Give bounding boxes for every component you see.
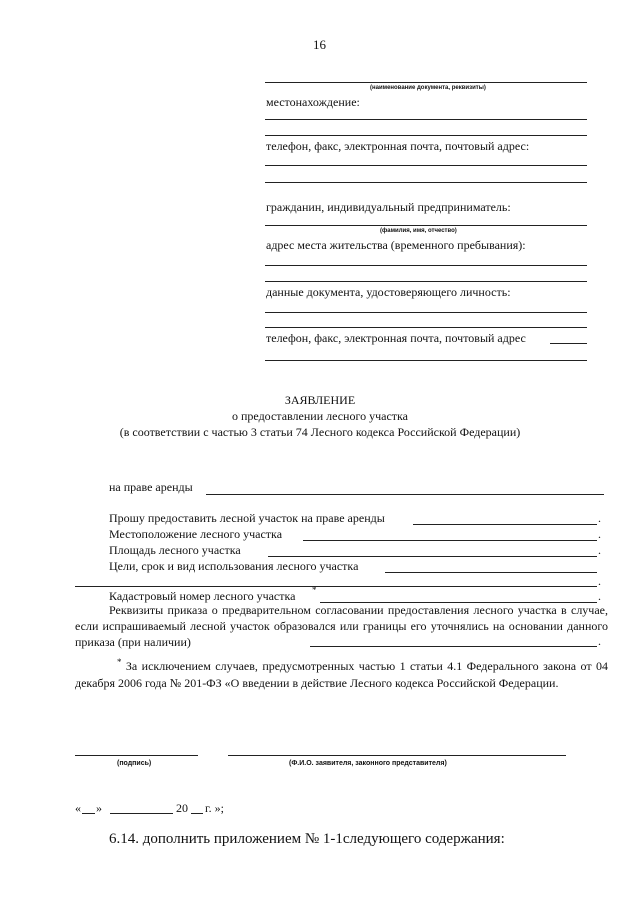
page-number: 16 [313, 37, 326, 52]
name-caption: (фамилия, имя, отчество) [380, 228, 457, 234]
location-field-line [303, 540, 597, 541]
title-line2: о предоставлении лесного участка [231, 409, 408, 423]
citizen-name-line [265, 225, 587, 226]
request-line [413, 524, 597, 525]
order-dot: . [598, 634, 601, 648]
applicant-name-line [228, 755, 566, 756]
order-text: Реквизиты приказа о предварительном согласовании предоставления лесного участка в случае, если испрашиваемый лесной участок образовался или границы его уточнялись на основании данного приказа (при наличии) [75, 603, 608, 649]
purpose-line-1 [385, 572, 597, 573]
citizen-contacts-label: телефон, факс, электронная почта, почтовый адрес [266, 331, 526, 345]
address-line-1 [265, 265, 587, 266]
right-line [206, 494, 604, 495]
org-contacts-line-2 [265, 182, 587, 183]
address-line-2 [265, 281, 587, 282]
signature-caption: (подпись) [117, 760, 152, 767]
date-close-quote: » [96, 801, 102, 815]
date-year-line [191, 813, 203, 814]
id-doc-line-1 [265, 312, 587, 313]
location-line-1 [265, 119, 587, 120]
cadastral-footnote-mark: * [312, 585, 317, 595]
date-open-quote: « [75, 801, 81, 815]
org-contacts-label: телефон, факс, электронная почта, почтовый адрес: [266, 139, 530, 153]
org-contacts-line-1 [265, 165, 587, 166]
id-doc-label: данные документа, удостоверяющего личность: [266, 285, 511, 299]
purpose-line-2 [75, 586, 597, 587]
request-label: Прошу предоставить лесной участок на праве аренды [109, 511, 385, 525]
date-suffix: г. »; [205, 801, 224, 815]
doc-caption: (наименование документа, реквизиты) [370, 85, 486, 91]
location-dot: . [598, 527, 601, 541]
purpose-dot: . [598, 574, 601, 588]
date-year-prefix: 20 [176, 801, 188, 815]
date-day-line [82, 813, 95, 814]
signature-line [75, 755, 198, 756]
area-label: Площадь лесного участка [109, 543, 241, 557]
citizen-heading: гражданин, индивидуальный предприниматель: [266, 200, 511, 214]
address-label: адрес места жительства (временного пребывания): [266, 238, 526, 252]
purpose-label: Цели, срок и вид использования лесного участка [109, 559, 359, 573]
right-label: на праве аренды [109, 480, 193, 494]
order-paragraph [75, 602, 608, 650]
title-main: ЗАЯВЛЕНИЕ [284, 393, 356, 407]
footnote-mark: * [117, 657, 122, 667]
order-line [310, 646, 597, 647]
date-month-line [110, 813, 173, 814]
request-dot: . [598, 511, 601, 525]
title-line3: (в соответствии с частью 3 статьи 74 Лесного кодекса Российской Федерации) [119, 425, 521, 439]
footnote-paragraph [75, 658, 608, 691]
citizen-contacts-line-2 [265, 360, 587, 361]
area-dot: . [598, 543, 601, 557]
footnote-text: За исключением случаев, предусмотренных частью 1 статьи 4.1 Федерального закона от 04 декабря 2006 года № 201-ФЗ «О введении в действие Лесного кодекса Российской Федерации. [75, 659, 608, 690]
cadastral-label: Кадастровый номер лесного участка [109, 589, 296, 603]
org-name-line [265, 82, 587, 83]
location-field-label: Местоположение лесного участка [109, 527, 283, 541]
location-line-2 [265, 135, 587, 136]
citizen-contacts-line-1 [550, 343, 587, 344]
cadastral-dot: . [598, 589, 601, 603]
applicant-name-caption: (Ф.И.О. заявителя, законного представителя) [289, 760, 447, 767]
area-line [268, 556, 597, 557]
amendment-text: 6.14. дополнить приложением № 1-1следующего содержания: [109, 831, 505, 847]
id-doc-line-2 [265, 327, 587, 328]
location-label: местонахождение: [266, 95, 360, 109]
